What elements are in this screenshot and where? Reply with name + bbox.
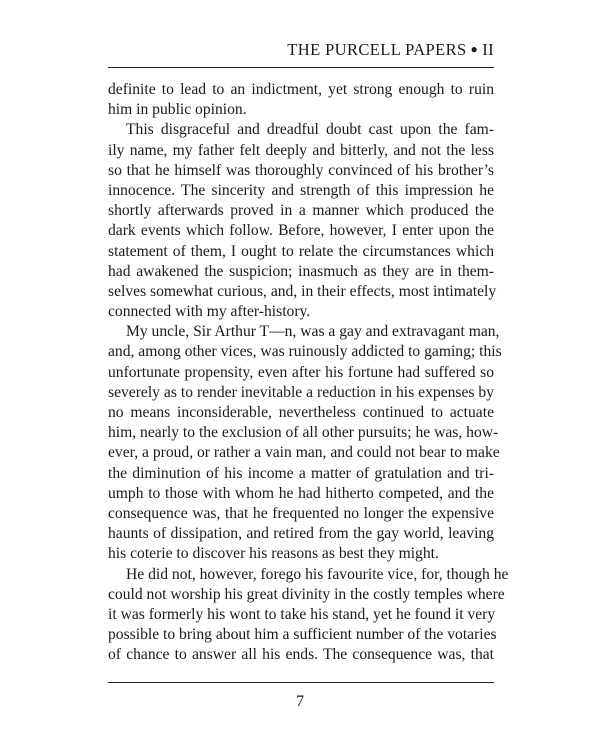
- text-line: and, among other vices, was ruinously addicted to gaming; this: [108, 343, 502, 361]
- text-line: of chance to answer all his ends. The consequence was, that: [108, 646, 494, 664]
- text-line: definite to lead to an indictment, yet strong enough to ruin: [108, 81, 494, 98]
- text-line: consequence was, that he frequented no longer the expensive: [108, 504, 494, 522]
- text-line: unfortunate propensity, even after his fortune had suffered so: [108, 363, 494, 381]
- text-line: My uncle, Sir Arthur T—n, was a gay and extravagant man,: [126, 323, 500, 341]
- book-title: THE PURCELL PAPERS: [287, 40, 467, 59]
- text-line: him in public opinion.: [108, 101, 247, 119]
- page-number: 7: [296, 693, 304, 710]
- footer-rule: [108, 682, 494, 683]
- text-line: could not worship his great divinity in the costly temples where: [108, 585, 505, 603]
- body-text: [108, 80, 509, 665]
- text-line: had awakened the suspicion; inasmuch as they are in them-: [108, 262, 494, 280]
- text-line: ever, a proud, or rather a vain man, and could not bear to make: [108, 444, 500, 462]
- text-line: He did not, however, forego his favourite vice, for, though he: [126, 565, 509, 583]
- bullet-separator-icon: ●: [470, 42, 479, 57]
- text-line: selves somewhat curious, and, in their effects, most intimately: [108, 282, 497, 300]
- text-line: connected with my after-history.: [108, 303, 311, 321]
- text-line: innocence. The sincerity and strength of this impression he: [108, 181, 494, 199]
- text-line: statement of them, I ought to relate the circumstances which: [108, 242, 494, 260]
- header-rule: [108, 67, 494, 68]
- volume-number: II: [482, 40, 494, 59]
- text-line: so that he himself was thoroughly convinced of his brother’s: [108, 161, 494, 179]
- text-line: shortly afterwards proved in a manner which produced the: [108, 202, 494, 220]
- text-line: no means inconsiderable, nevertheless continued to actuate: [108, 404, 494, 421]
- text-line: ily name, my father felt deeply and bitterly, and not the less: [108, 141, 494, 159]
- text-line: possible to bring about him a sufficient number of the votaries: [108, 626, 497, 644]
- text-line: This disgraceful and dreadful doubt cast upon the fam-: [126, 121, 494, 139]
- text-line: him, nearly to the exclusion of all other pursuits; he was, how-: [108, 424, 499, 442]
- running-head: [108, 40, 494, 61]
- text-line: umph to those with whom he had hitherto competed, and the: [108, 484, 494, 502]
- text-line: severely as to render inevitable a reduction in his expenses by: [108, 383, 494, 401]
- text-line: it was formerly his wont to take his stand, yet he found it very: [108, 605, 496, 623]
- text-line: haunts of dissipation, and retired from the gay world, leaving: [108, 525, 494, 543]
- text-line: dark events which follow. Before, however, I enter upon the: [108, 222, 494, 240]
- text-line: his coterie to discover his reasons as best they might.: [108, 545, 439, 563]
- text-line: the diminution of his income a matter of gratulation and tri-: [108, 464, 494, 482]
